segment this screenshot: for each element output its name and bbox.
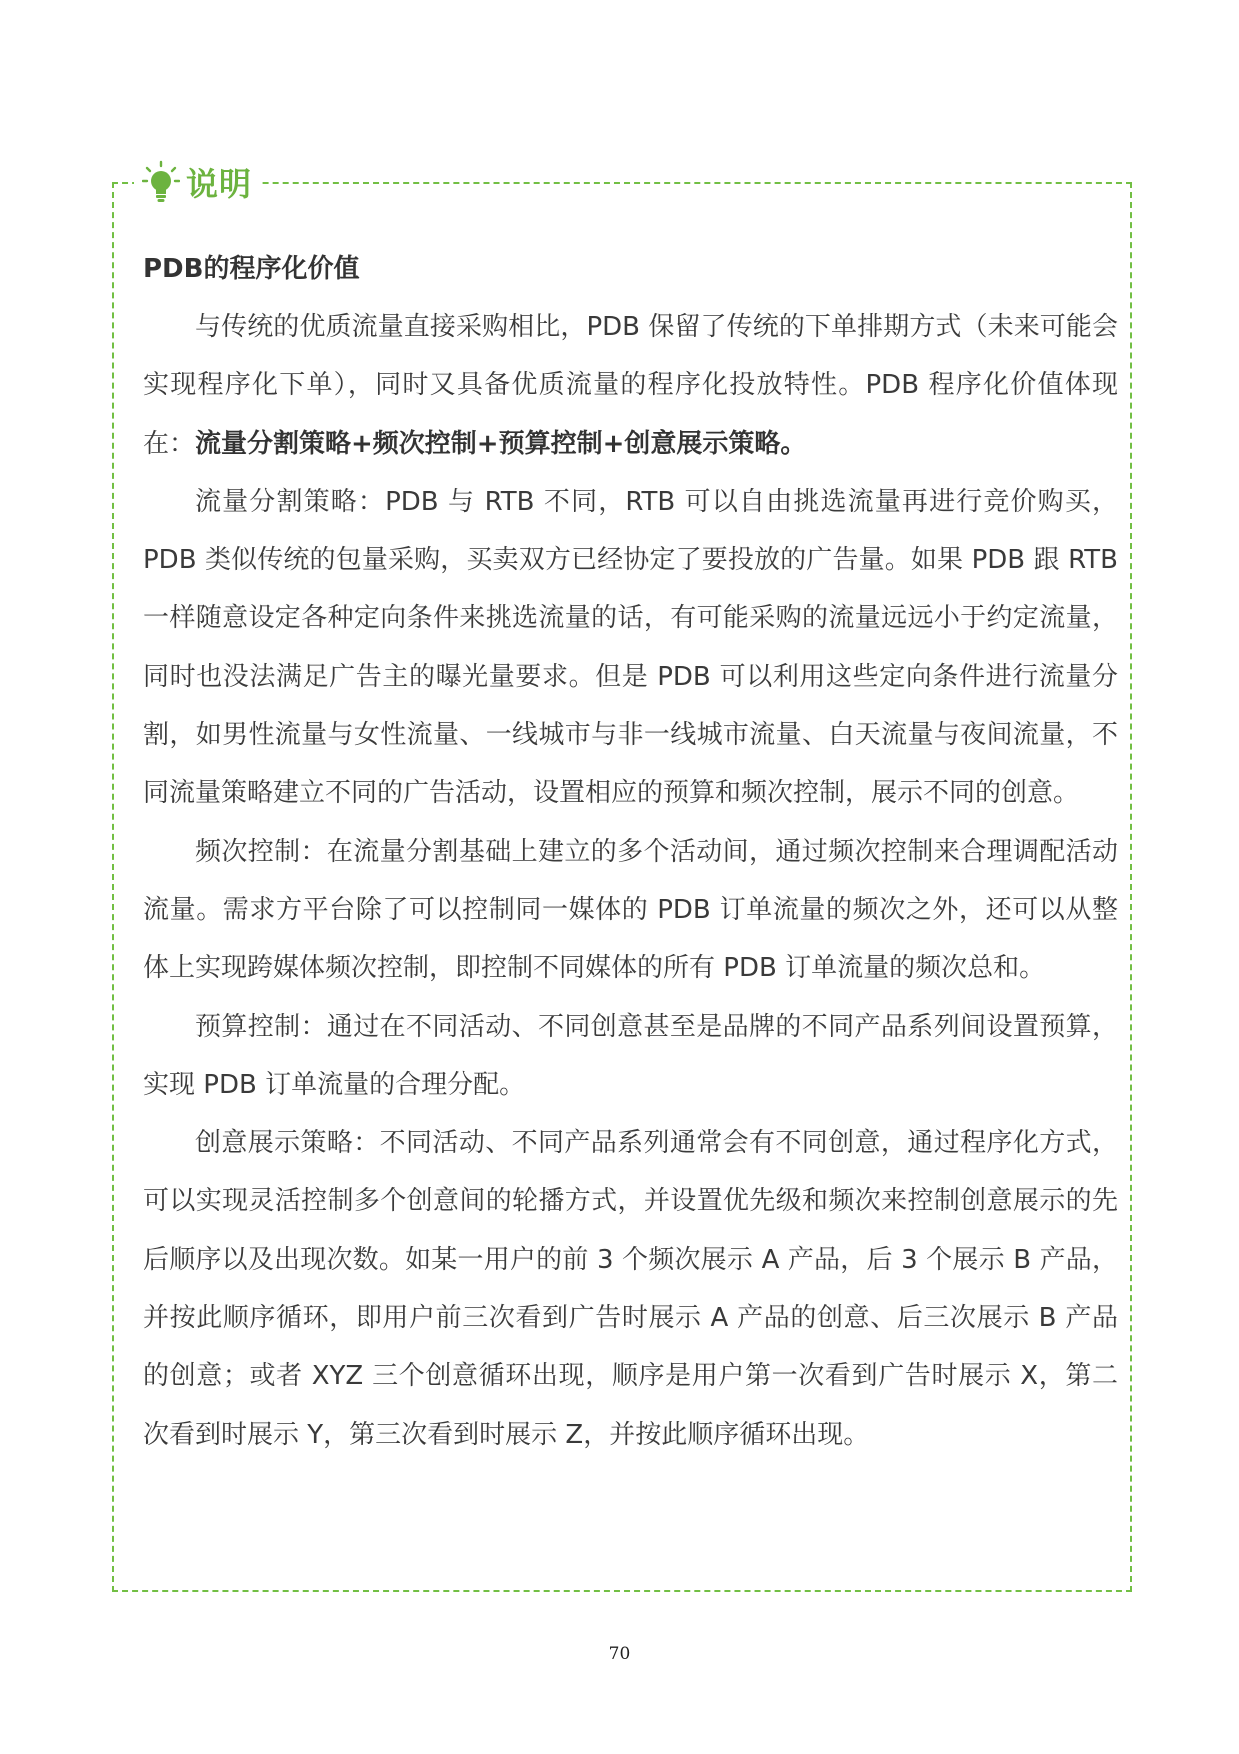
intro-text: 与传统的优质流量直接采购相比，PDB 保留了传统的下单排期方式（未来可能会实现程序化下单），同时又具备优质流量的程序化投放特性。PDB 程序化价值体现在：: [143, 312, 1118, 459]
note-header: [134, 158, 262, 206]
paragraph-creative-strategy: 创意展示策略：不同活动、不同产品系列通常会有不同创意，通过程序化方式，可以实现灵活控制多个创意间的轮播方式，并设置优先级和频次来控制创意展示的先后顺序以及出现次数。如某一用户的前 3 个频次展示 A 产品，后 3 个展示 B 产品，并按此顺序循环，即用户前三次看到广告时展示 A 产品的创意、后三次展示 B 产品的创意；或者 XYZ 三个创意循环出现，顺序是用户第一次看到广告时展示 X，第二次看到时展示 Y，第三次看到时展示 Z，并按此顺序循环出现。: [143, 1128, 1118, 1450]
note-content: [143, 240, 1118, 1464]
paragraph-frequency-control: 频次控制：在流量分割基础上建立的多个活动间，通过频次控制来合理调配活动流量。需求方平台除了可以控制同一媒体的 PDB 订单流量的频次之外，还可以从整体上实现跨媒体频次控制，即控制不同媒体的所有 PDB 订单流量的频次总和。: [143, 836, 1118, 984]
paragraph-budget-control: 预算控制：通过在不同活动、不同创意甚至是品牌的不同产品系列间设置预算，实现 PDB 订单流量的合理分配。: [143, 1011, 1118, 1100]
note-title: 说明: [186, 165, 253, 203]
lightbulb-icon: [142, 160, 180, 204]
section-heading: PDB的程序化价值: [143, 254, 360, 284]
page-number: 70: [608, 1644, 631, 1664]
paragraph-traffic-split: 流量分割策略：PDB 与 RTB 不同，RTB 可以自由挑选流量再进行竞价购买，PDB 类似传统的包量采购，买卖双方已经协定了要投放的广告量。如果 PDB 跟 RTB 一样随意设定各种定向条件来挑选流量的话，有可能采购的流量远远小于约定流量，同时也没法满足广告主的曝光量要求。但是 PDB 可以利用这些定向条件进行流量分割，如男性流量与女性流量、一线城市与非一线城市流量、白天流量与夜间流量，不同流量策略建立不同的广告活动，设置相应的预算和频次控制，展示不同的创意。: [143, 486, 1118, 809]
intro-paragraph: [143, 298, 1118, 473]
intro-emphasis: 流量分割策略+频次控制+预算控制+创意展示策略。: [195, 428, 807, 459]
